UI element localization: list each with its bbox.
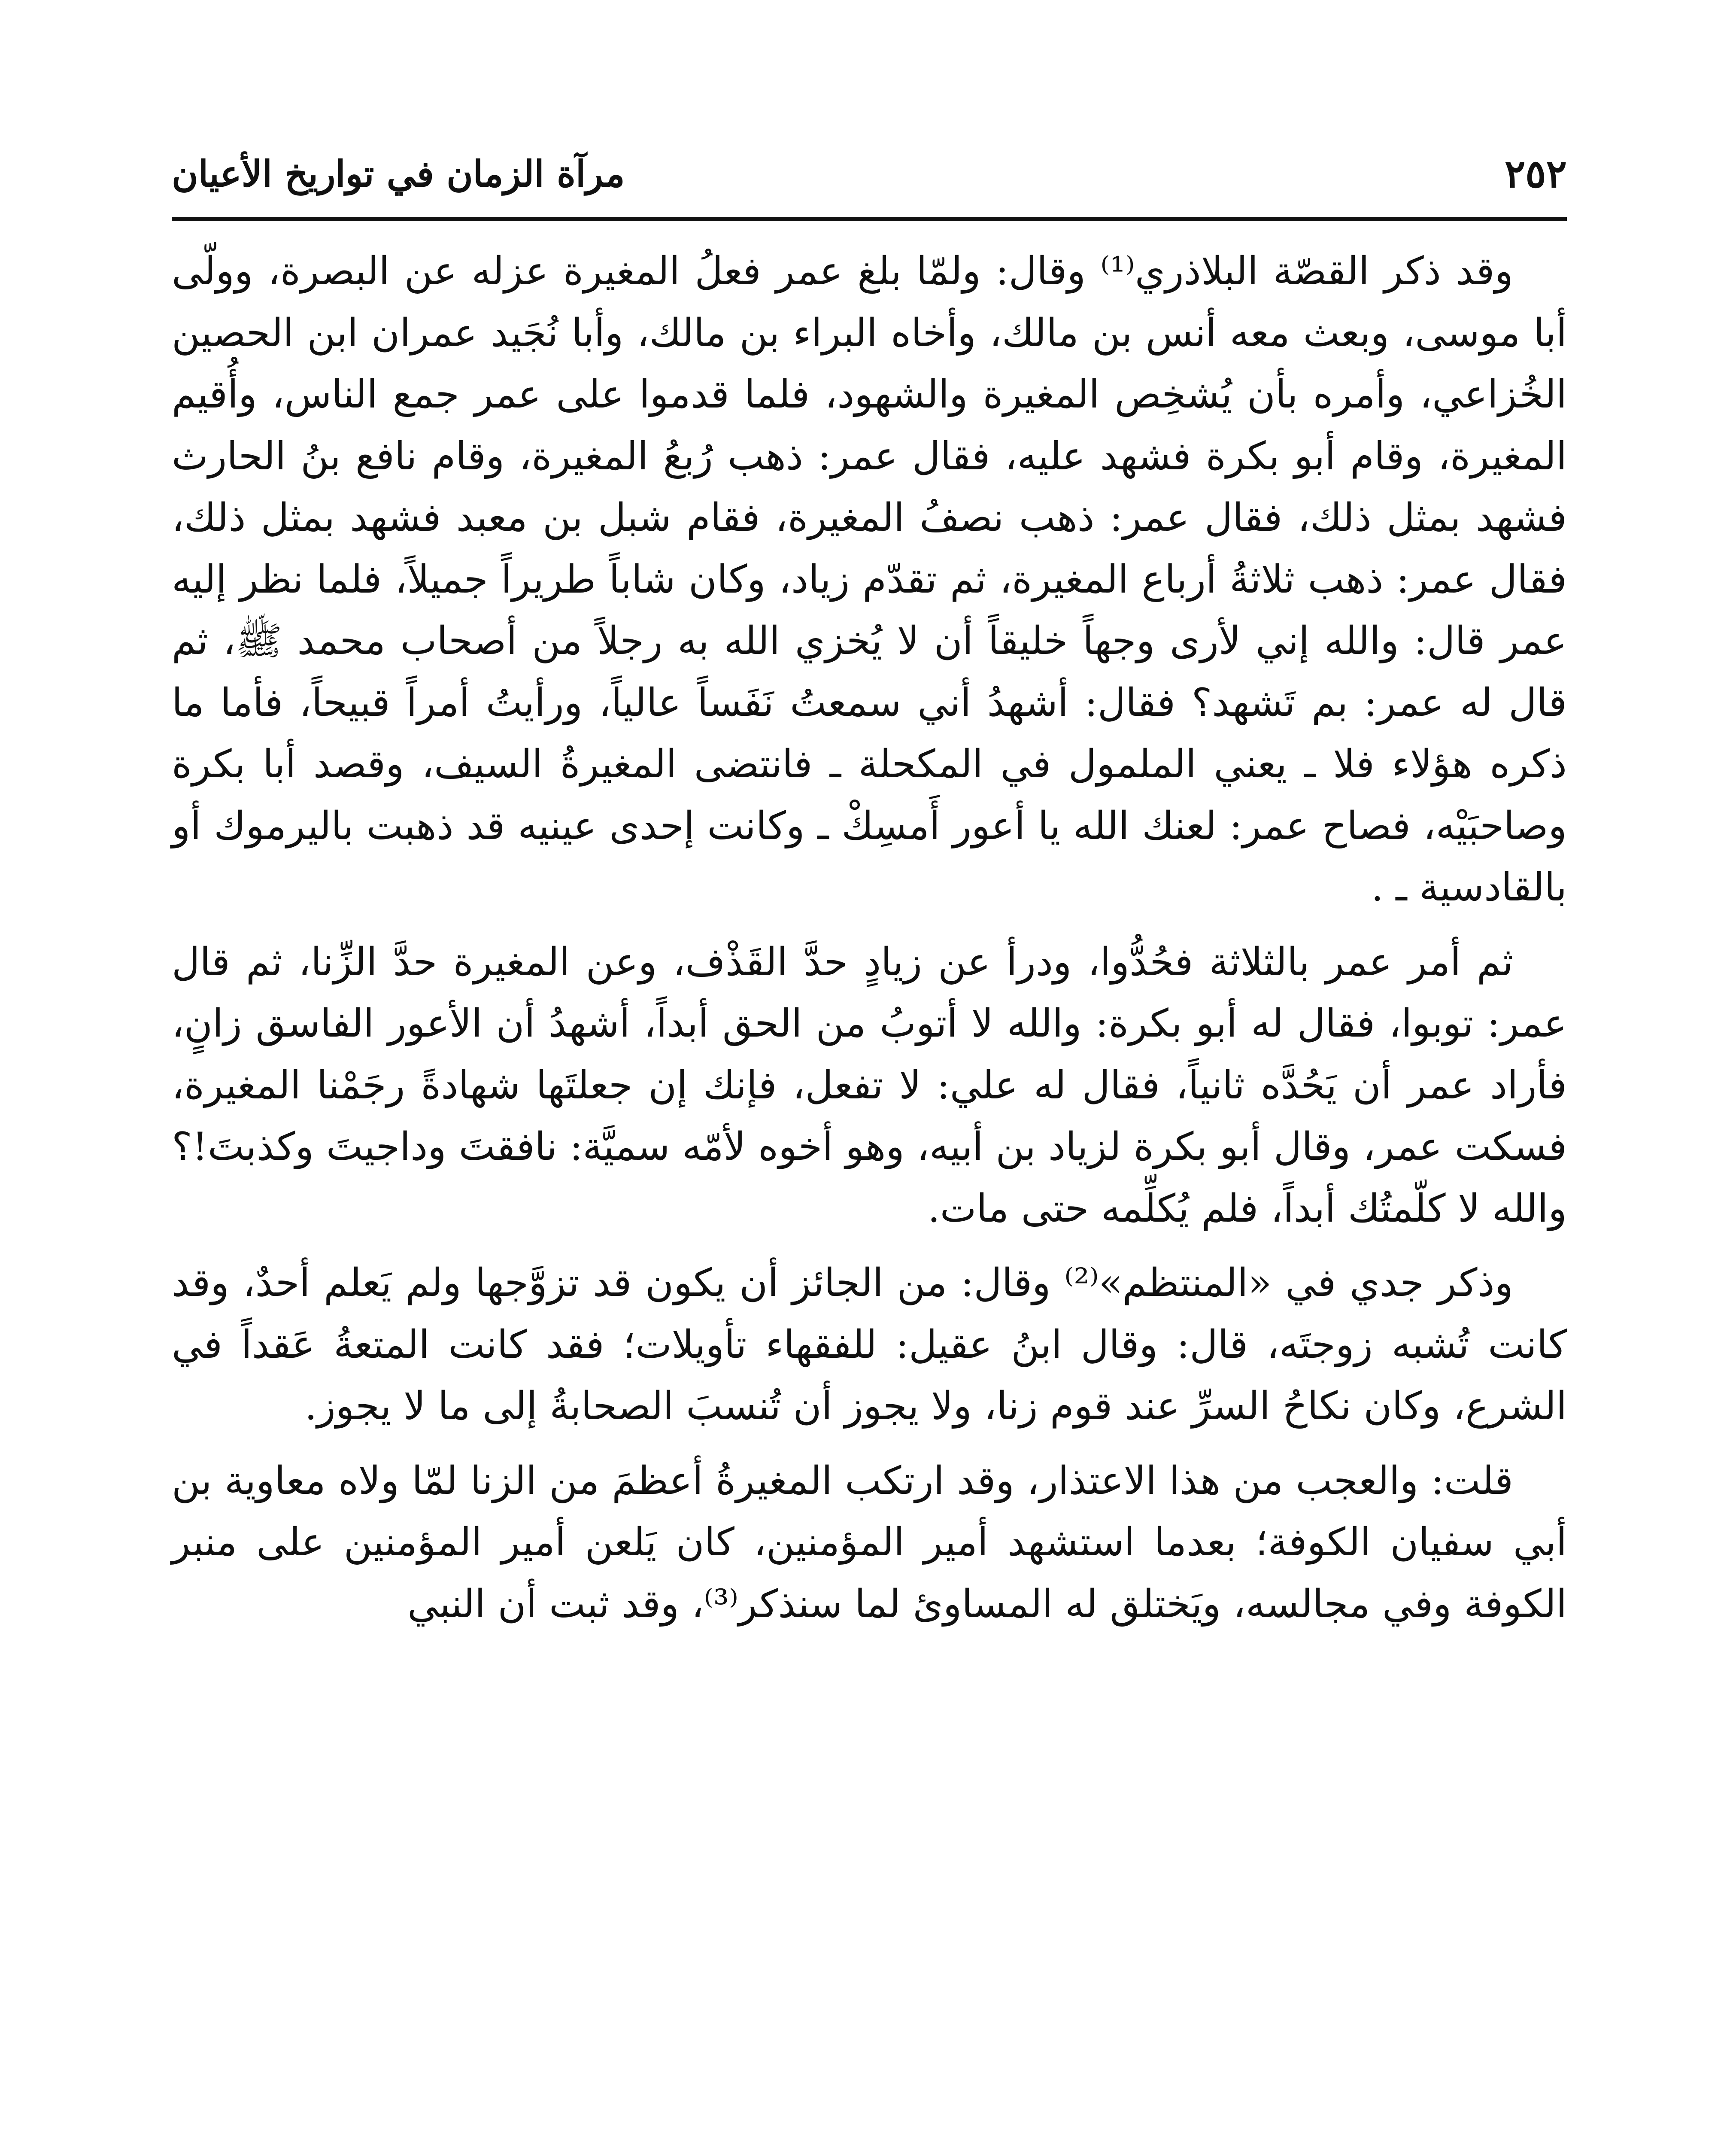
paragraph-1: [172, 240, 1567, 918]
paragraph-4: [172, 1450, 1567, 1635]
main-text: [172, 240, 1567, 1635]
paragraph-4-text: قلت: والعجب من هذا الاعتذار، وقد ارتكب المغيرةُ أعظمَ من الزنا لمّا ولاه معاوية بن أبي سفيان الكوفة؛ بعدما استشهد أمير المؤمنين، كان يَلعن أمير المؤمنين على منبر الكوفة وفي مجالسه، ويَختلق له المساوئ لما سنذكر⁽³⁾، وقد ثبت أن النبي: [172, 1458, 1567, 1627]
paragraph-1-text: وقد ذكر القصّة البلاذري⁽¹⁾ وقال: ولمّا بلغ عمر فعلُ المغيرة عزله عن البصرة، وولّى أبا موسى، وبعث معه أنس بن مالك، وأخاه البراء بن مالك، وأبا نُجَيد عمران ابن الحصين الخُزاعي، وأمره بأن يُشخِص المغيرة والشهود، فلما قدموا على عمر جمع الناس، وأُقيم المغيرة، وقام أبو بكرة فشهد عليه، فقال عمر: ذهب رُبعُ المغيرة، وقام نافع بنُ الحارث فشهد بمثل ذلك، فقال عمر: ذهب نصفُ المغيرة، فقام شبل بن معبد فشهد بمثل ذلك، فقال عمر: ذهب ثلاثةُ أرباع المغيرة، ثم تقدّم زياد، وكان شاباً طريراً جميلاً، فلما نظر إليه عمر قال: والله إني لأرى وجهاً خليقاً أن لا يُخزي الله به رجلاً من أصحاب محمد ﷺ، ثم قال له عمر: بم تَشهد؟ فقال: أشهدُ أني سمعتُ نَفَساً عالياً، ورأيتُ أمراً قبيحاً، فأما ما ذكره هؤلاء فلا ـ يعني الملمول في المكحلة ـ فانتضى المغيرةُ السيف، وقصد أبا بكرة وصاحبَيْه، فصاح عمر: لعنك الله يا أعور أَمسِكْ ـ وكانت إحدى عينيه قد ذهبت باليرموك أو بالقادسية ـ .: [172, 249, 1567, 910]
header-rule: [172, 217, 1567, 221]
paragraph-3: [172, 1252, 1567, 1437]
book-title: مرآة الزمان في تواريخ الأعيان: [172, 152, 625, 195]
running-header: [172, 142, 1567, 206]
paragraph-2-text: ثم أمر عمر بالثلاثة فحُدُّوا، ودرأ عن زيادٍ حدَّ القَذْف، وعن المغيرة حدَّ الزِّنا، ثم قال عمر: توبوا، فقال له أبو بكرة: والله لا أتوبُ من الحق أبداً، أشهدُ أن الأعور الفاسق زانٍ، فأراد عمر أن يَحُدَّه ثانياً، فقال له علي: لا تفعل، فإنك إن جعلتَها شهادةً رجَمْنا المغيرة، فسكت عمر، وقال أبو بكرة لزياد بن أبيه، وهو أخوه لأمّه سميَّة: نافقتَ وداجيتَ وكذبتَ!؟ والله لا كلّمتُك أبداً، فلم يُكلِّمه حتى مات.: [172, 939, 1567, 1231]
page-number: ٢٥٢: [1504, 151, 1567, 197]
paragraph-3-text: وذكر جدي في «المنتظم»⁽²⁾ وقال: من الجائز أن يكون قد تزوَّجها ولم يَعلم أحدٌ، وقد كانت تُشبه زوجتَه، قال: وقال ابنُ عقيل: للفقهاء تأويلات؛ فقد كانت المتعةُ عَقداً في الشرع، وكان نكاحُ السرِّ عند قوم زنا، ولا يجوز أن تُنسبَ الصحابةُ إلى ما لا يجوز.: [172, 1260, 1567, 1429]
paragraph-2: [172, 931, 1567, 1240]
